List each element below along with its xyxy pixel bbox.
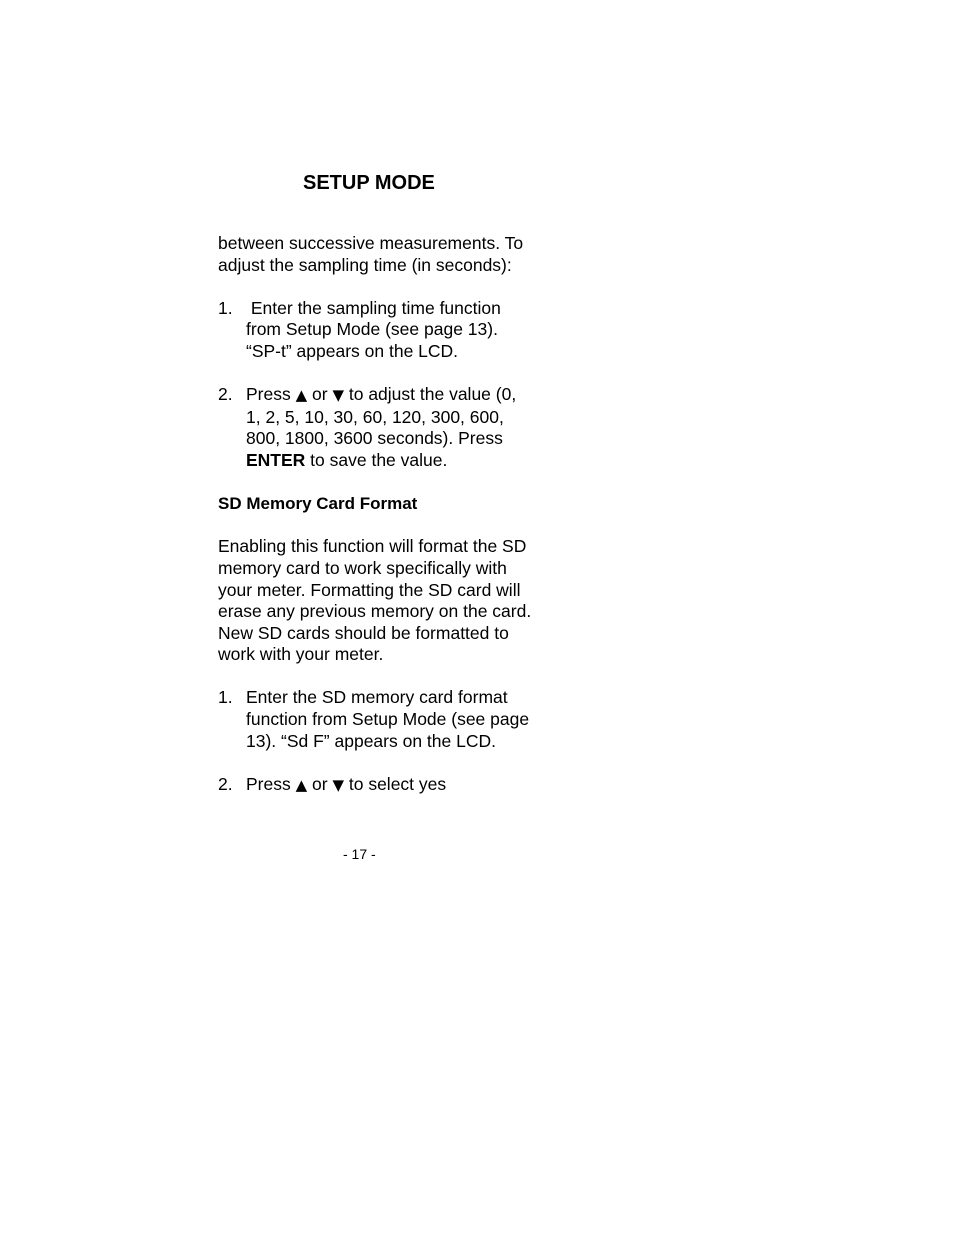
step-text-values: to adjust the value (0, 1, 2, 5, 10, 30, 60, 120, 300, 600, 800, 1800, 3600 seconds). Press — [246, 384, 517, 449]
up-arrow-icon: ▲ — [295, 775, 308, 794]
content-column — [218, 233, 534, 796]
section-heading-sd-format: SD Memory Card Format — [218, 494, 418, 514]
sd-format-step-1 — [218, 687, 534, 752]
page-number: - 17 - — [343, 846, 376, 862]
step-text: Enter the sampling time function from Setup Mode (see page 13). “SP-t” appears on the LCD. — [246, 297, 506, 361]
step-text-press: Press — [246, 384, 296, 405]
step-text — [246, 384, 534, 471]
sd-format-step-2 — [218, 774, 534, 797]
sd-format-intro-paragraph: Enabling this function will format the SD memory card to work specifically with your meter. Formatting the SD card will erase any previous memory on the card. New SD cards should be formatted to work with your meter. — [218, 536, 532, 665]
step-text-press: Press — [246, 773, 296, 794]
step-number: 1. — [218, 687, 233, 708]
step-text-or: or — [307, 384, 333, 405]
sampling-intro-paragraph: between successive measurements. To adjust the sampling time (in seconds): — [218, 233, 524, 275]
up-arrow-icon: ▲ — [295, 386, 308, 405]
step-text — [246, 774, 534, 797]
enter-key-label: ENTER — [246, 449, 306, 470]
step-number: 1. — [218, 297, 233, 318]
step-text-select: to select yes — [344, 773, 447, 794]
page-title: SETUP MODE — [303, 172, 435, 194]
step-text-end: to save the value. — [305, 449, 448, 470]
step-text-or: or — [307, 773, 333, 794]
sampling-step-2 — [218, 384, 534, 471]
down-arrow-icon: ▼ — [332, 775, 344, 794]
step-number: 2. — [218, 773, 233, 794]
down-arrow-icon: ▼ — [332, 386, 344, 405]
sampling-step-1 — [218, 298, 534, 363]
step-text: Enter the SD memory card format function from Setup Mode (see page 13). “Sd F” appears on the LCD. — [246, 687, 530, 751]
step-number: 2. — [218, 384, 233, 405]
